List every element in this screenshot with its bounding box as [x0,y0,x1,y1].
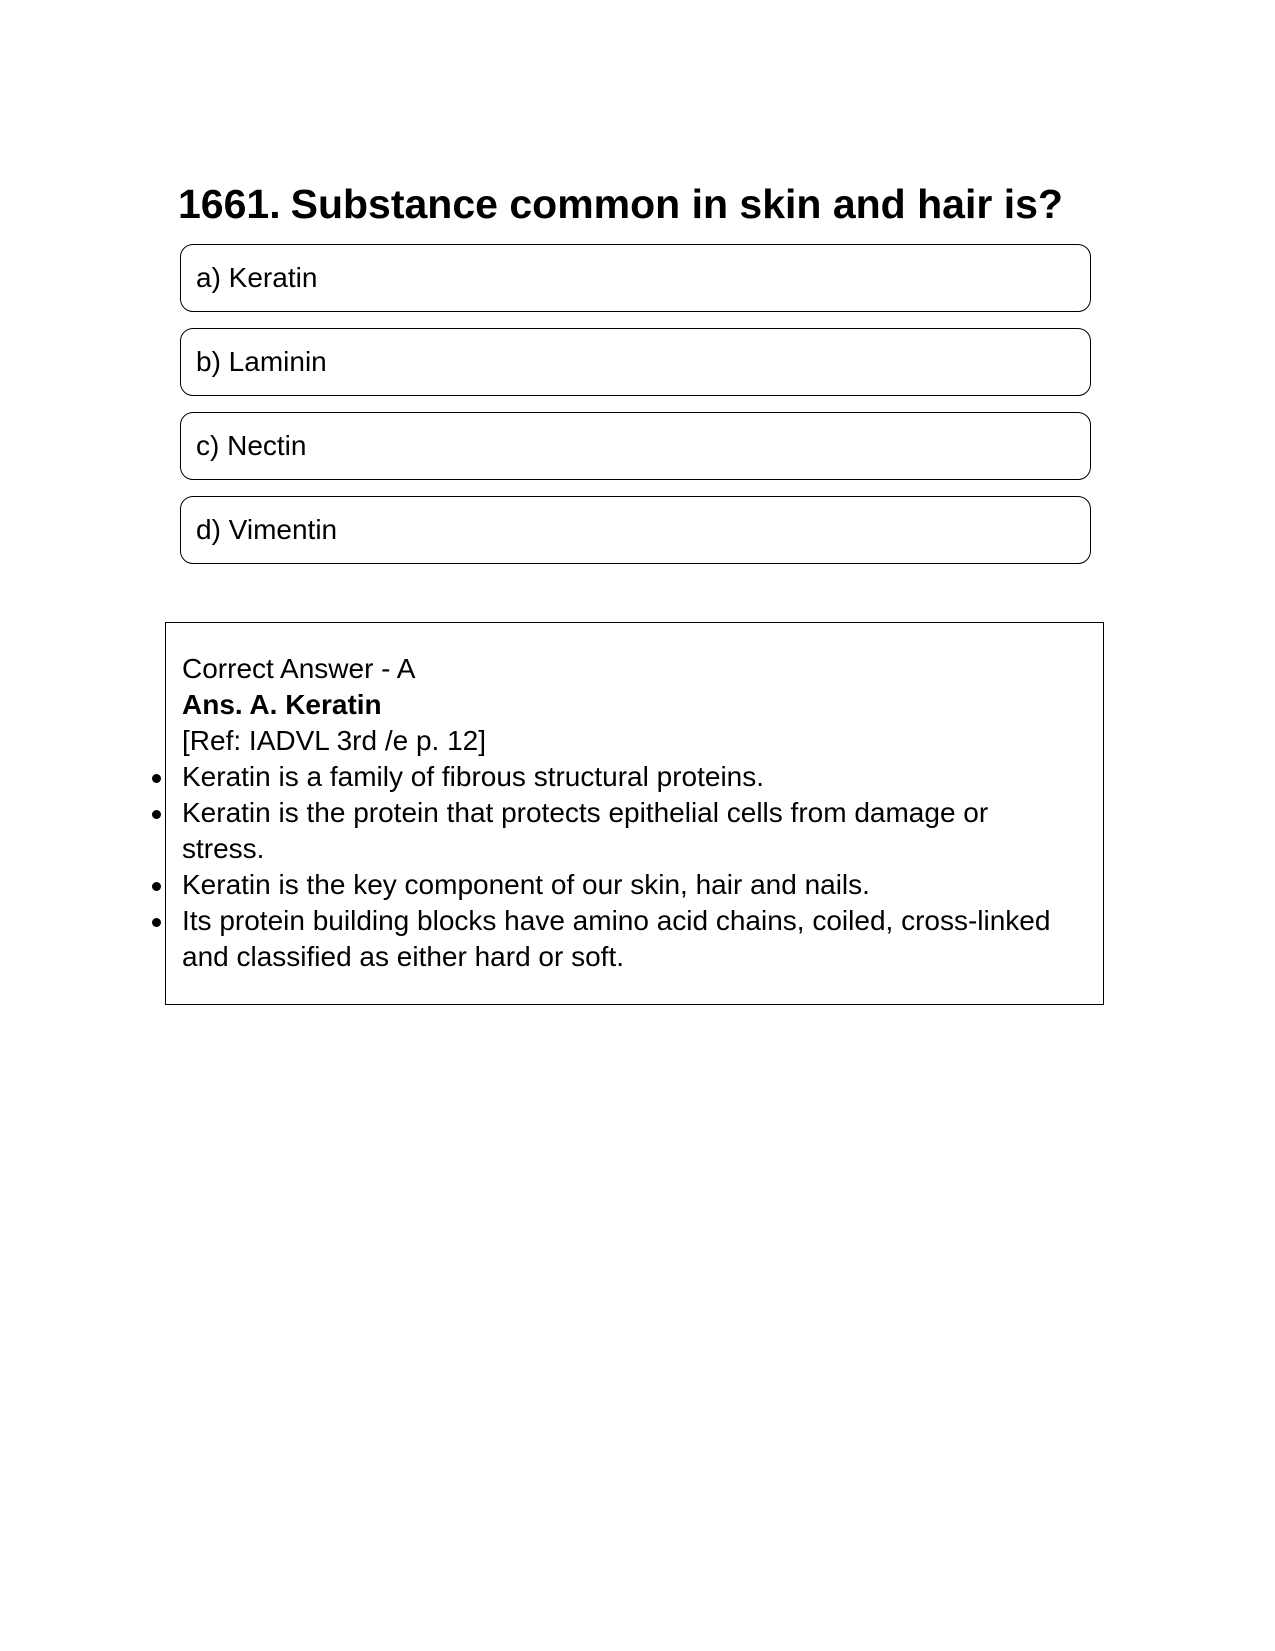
option-a[interactable]: a) Keratin [180,244,1091,312]
correct-answer-line: Correct Answer - A [182,653,416,684]
answer-reference: [Ref: IADVL 3rd /e p. 12] [182,725,487,756]
bullet-icon [152,810,161,819]
answer-explanation-box [165,622,1104,1005]
question-title [178,176,1098,232]
explanation-text: Keratin is a family of fibrous structural proteins. [182,761,765,792]
bullet-icon [152,774,161,783]
explanation-item [182,795,1062,867]
options-list [180,244,1091,580]
explanation-text: Its protein building blocks have amino acid chains, coiled, cross-linked and classified as either hard or soft. [182,905,1051,972]
option-d[interactable]: d) Vimentin [180,496,1091,564]
bullet-icon [152,882,161,891]
bullet-icon [152,918,161,927]
explanation-item [182,759,1062,795]
explanation-list [182,759,1062,975]
answer-content [182,651,1062,975]
explanation-item [182,903,1062,975]
option-b[interactable]: b) Laminin [180,328,1091,396]
answer-heading: Ans. A. Keratin [182,689,382,720]
question-number: 1661. [178,181,281,227]
explanation-text: Keratin is the key component of our skin, hair and nails. [182,869,870,900]
explanation-text: Keratin is the protein that protects epithelial cells from damage or stress. [182,797,989,864]
option-c[interactable]: c) Nectin [180,412,1091,480]
question-text: Substance common in skin and hair is? [290,181,1063,227]
explanation-item [182,867,1062,903]
